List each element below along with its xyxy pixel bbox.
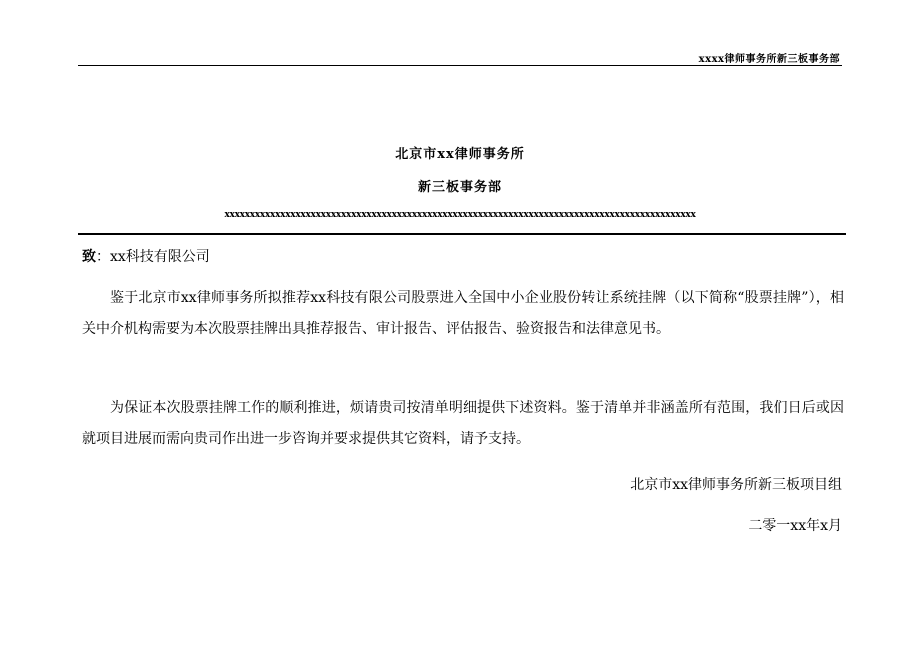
salutation-separator: ： <box>96 249 110 265</box>
running-header: xxxx律师事务所新三板事务部 <box>698 54 840 65</box>
department-title: 新三板事务部 <box>417 180 502 195</box>
signature-organization: 北京市xx律师事务所新三板项目组 <box>630 477 842 493</box>
body-paragraph-1: 鉴于北京市xx律师事务所拟推荐xx科技有限公司股票进入全国中小企业股份转让系统挂牌（以下简称“股票挂牌”），相关中介机构需要为本次股票挂牌出具推荐报告、审计报告、评估报告、验资报告和法律意见书。 <box>82 290 844 337</box>
signature-date: 二零一xx年x月 <box>748 518 842 534</box>
firm-name-title: 北京市xx律师事务所 <box>395 147 525 162</box>
letterhead-divider <box>78 233 846 235</box>
salutation <box>82 246 210 266</box>
salutation-label: 致 <box>82 249 96 265</box>
body-paragraph-2: 为保证本次股票挂牌工作的顺利推进，烦请贵司按清单明细提供下述资料。鉴于清单并非涵盖所有范围，我们日后或因就项目进展而需向贵司作出进一步咨询并要求提供其它资料，请予支持。 <box>82 400 844 447</box>
placeholder-filler-line: xxxxxxxxxxxxxxxxxxxxxxxxxxxxxxxxxxxxxxxxxxxxxxxxxxxxxxxxxxxxxxxxxxxxxxxxxxxxxxxxxxxxxxxxxxxxx <box>224 210 696 220</box>
header-divider <box>78 65 842 66</box>
recipient-name: xx科技有限公司 <box>110 249 210 265</box>
